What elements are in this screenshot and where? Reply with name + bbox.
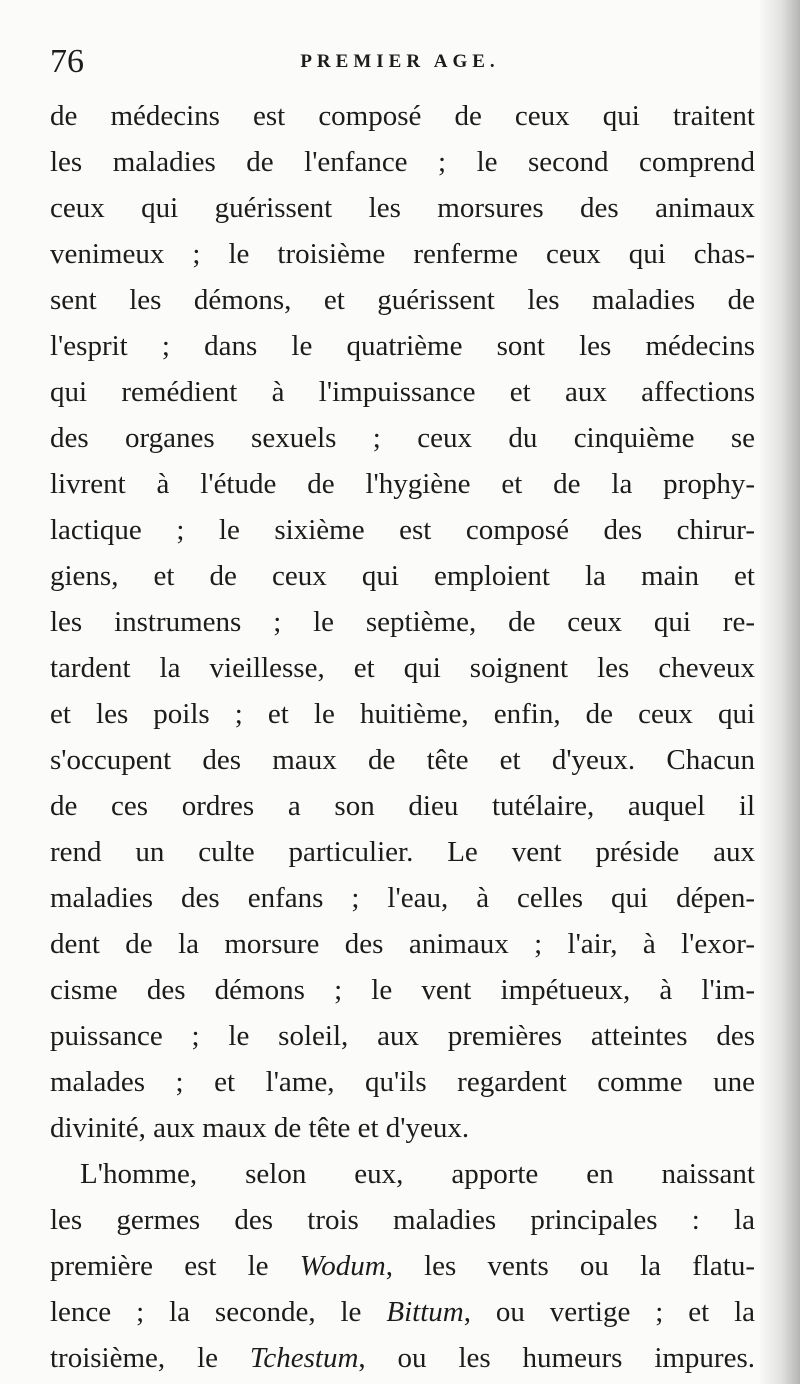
text-line: puissance ; le soleil, aux premières atteintes des [50, 1020, 755, 1052]
text-line: lactique ; le sixième est composé des chirur- [50, 514, 755, 546]
page-number: 76 [50, 43, 84, 80]
text-line [50, 1243, 755, 1289]
text-line: et les poils ; et le huitième, enfin, de ceux qui [50, 698, 755, 730]
text-line: divinité, aux maux de tête et d'yeux. [50, 1112, 470, 1144]
text-fragment: , les vents ou la flatu- [385, 1250, 755, 1282]
paragraph-1 [50, 93, 755, 1151]
text-line: dent de la morsure des animaux ; l'air, à l'exor- [50, 928, 755, 960]
text-line: des organes sexuels ; ceux du cinquième se [50, 422, 755, 454]
text-line: maladies des enfans ; l'eau, à celles qui dépen- [50, 882, 755, 914]
text-line: ceux qui guérissent les morsures des animaux [50, 192, 755, 224]
text-line: malades ; et l'ame, qu'ils regardent comme une [50, 1066, 755, 1098]
text-line: s'occupent des maux de tête et d'yeux. Chacun [50, 744, 755, 776]
text-fragment: , ou les humeurs impures. [358, 1342, 755, 1374]
text-line [50, 1289, 755, 1335]
italic-term: Tchestum [249, 1342, 359, 1374]
text-line: de ces ordres a son dieu tutélaire, auquel il [50, 790, 755, 822]
text-line: giens, et de ceux qui emploient la main et [50, 560, 755, 592]
page-header [50, 40, 750, 84]
italic-term: Wodum [299, 1250, 386, 1282]
text-line: cisme des démons ; le vent impétueux, à l'im- [50, 974, 755, 1006]
text-line: sent les démons, et guérissent les maladies de [50, 284, 755, 316]
text-line: de médecins est composé de ceux qui traitent [50, 100, 755, 132]
body-text [50, 93, 755, 1381]
text-line: venimeux ; le troisième renferme ceux qui chas- [50, 238, 755, 270]
text-line: rend un culte particulier. Le vent préside aux [50, 836, 755, 868]
text-fragment: troisième, le [50, 1342, 250, 1374]
text-fragment: première est le [50, 1250, 300, 1282]
italic-term: Bittum [386, 1296, 464, 1328]
text-line: L'homme, selon eux, apporte en naissant [80, 1158, 755, 1190]
text-line: les germes des trois maladies principales : la [50, 1204, 755, 1236]
text-line [50, 1335, 755, 1381]
text-line: livrent à l'étude de l'hygiène et de la prophy- [50, 468, 755, 500]
text-fragment: , ou vertige ; et la [463, 1296, 755, 1328]
text-fragment: lence ; la seconde, le [50, 1296, 387, 1328]
text-line: qui remédient à l'impuissance et aux affections [50, 376, 755, 408]
text-line: les maladies de l'enfance ; le second comprend [50, 146, 755, 178]
text-line: l'esprit ; dans le quatrième sont les médecins [50, 330, 755, 362]
running-title: PREMIER AGE. [300, 51, 500, 72]
text-line: les instrumens ; le septième, de ceux qui re- [50, 606, 755, 638]
page-edge-shadow [758, 0, 800, 1384]
paragraph-2 [50, 1151, 755, 1381]
text-line: tardent la vieillesse, et qui soignent les cheveux [50, 652, 755, 684]
